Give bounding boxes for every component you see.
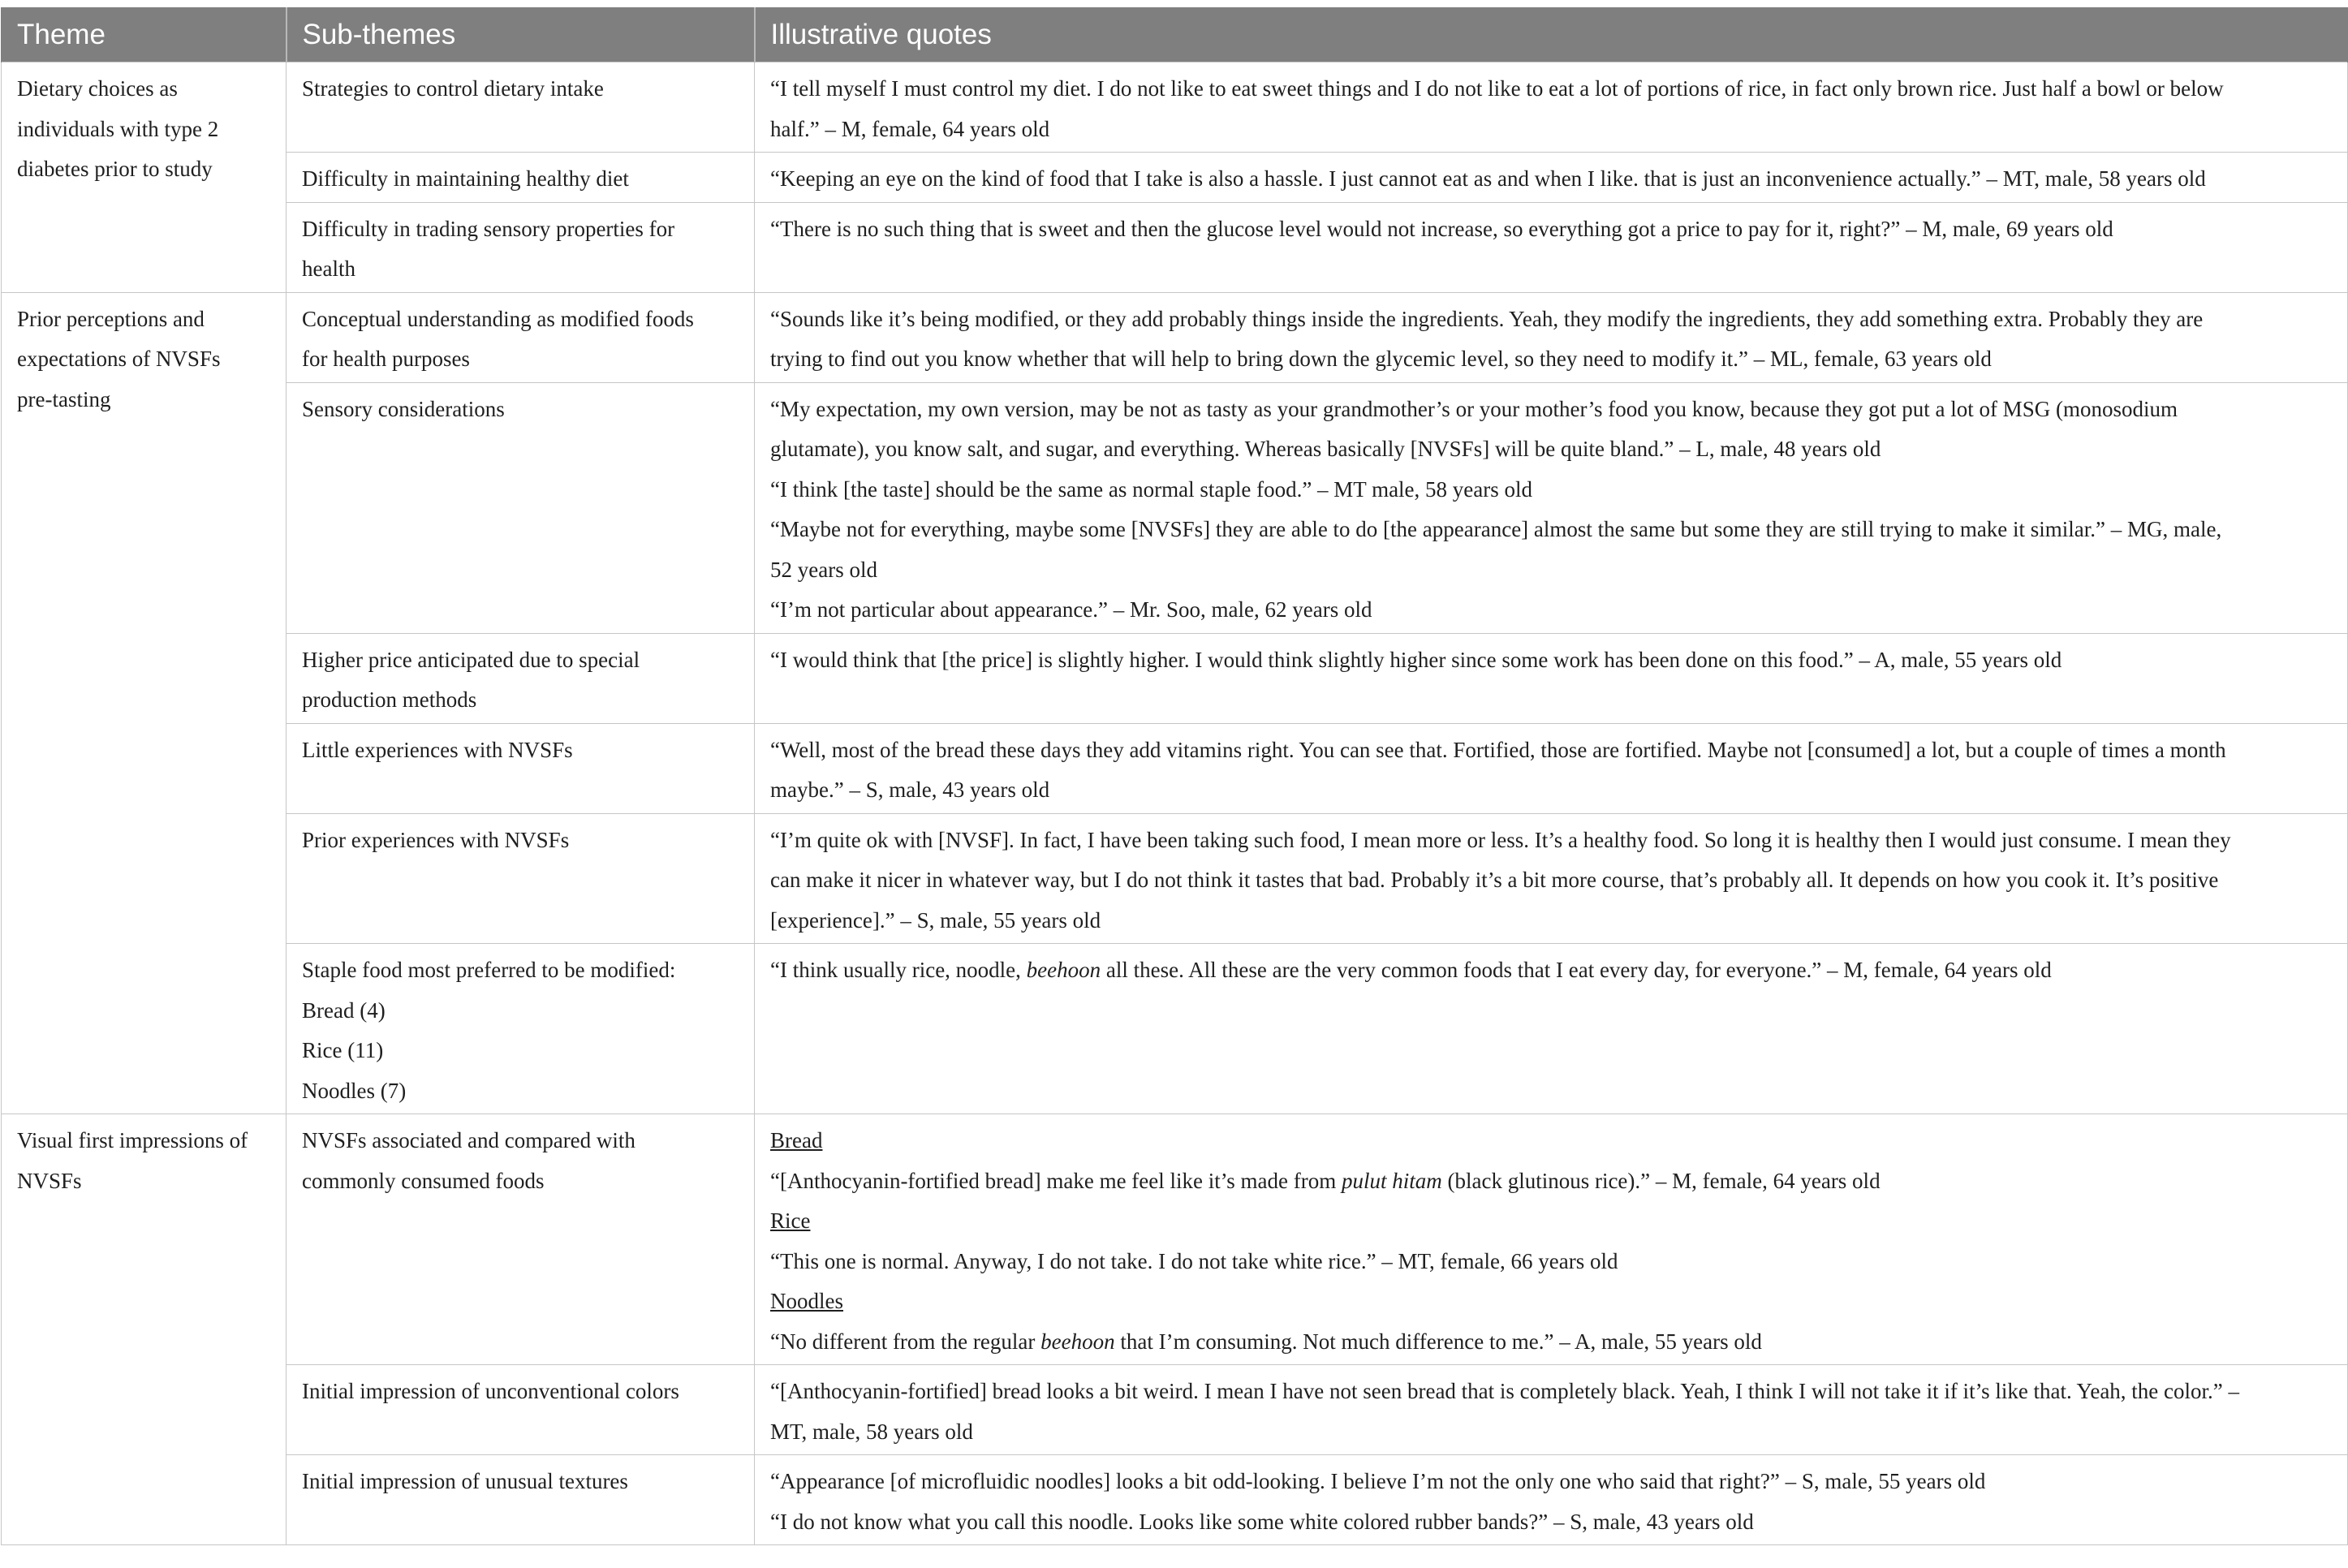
quote-text: all these. All these are the very common foods that I eat every day, for everyone.” – M, female, 64 years old [1101,958,2052,982]
table-row [2,62,2348,153]
column-header-quotes: Illustrative quotes [755,8,2348,62]
quote-line: “I’m quite ok with [NVSF]. In fact, I have been taking such food, I mean more or less. It’s a healthy food. So long it is healthy then I would just consume. I mean they [770,827,2231,852]
quote-text: “I think usually rice, noodle, [770,958,1027,982]
table-row [2,633,2348,723]
quote-text: “[Anthocyanin-fortified bread] make me feel like it’s made from [770,1168,1342,1193]
quote-cell [755,1365,2348,1455]
quote-cell [755,292,2348,382]
subtheme-cell [286,153,755,203]
subtheme-line: commonly consumed foods [302,1168,545,1193]
theme-line: Prior perceptions and [17,306,205,331]
subtheme-cell [286,62,755,153]
subtheme-line: Higher price anticipated due to special [302,647,640,672]
quote-line: 52 years old [770,557,877,582]
subtheme-line: Staple food most preferred to be modified: [302,958,676,982]
quote-cell [755,62,2348,153]
italic-term: beehoon [1026,958,1101,982]
quote-line: can make it nicer in whatever way, but I do not think it tastes that bad. Probably it’s a bit more course, that’s probably all. It depends on how you cook it. It’s positive [770,868,2219,892]
quote-line: “Sounds like it’s being modified, or they add probably things inside the ingredients. Yeah, they modify the ingredients, they add something extra. Probably they are [770,306,2204,331]
table-row [2,1114,2348,1365]
quote-line: “I do not know what you call this noodle. Looks like some white colored rubber bands?” – S, male, 43 years old [770,1509,1754,1534]
subtheme-line: Strategies to control dietary intake [302,76,604,101]
subtheme-line: Sensory considerations [302,396,505,421]
table-row [2,813,2348,944]
subtheme-cell [286,633,755,723]
subtheme-cell [286,202,755,292]
quote-line: “[Anthocyanin-fortified] bread looks a bit weird. I mean I have not seen bread that is completely black. Yeah, I think I will not take it if it’s like that. Yeah, the color.” – [770,1379,2240,1403]
quote-cell [755,723,2348,813]
subtheme-cell [286,944,755,1114]
subtheme-cell [286,1455,755,1545]
subtheme-cell [286,1365,755,1455]
subtheme-line: NVSFs associated and compared with [302,1128,635,1152]
quote-line: “I would think that [the price] is slightly higher. I would think slightly higher since some work has been done on this food.” – A, male, 55 years old [770,647,2062,672]
table-row [2,153,2348,203]
italic-term: beehoon [1040,1329,1115,1354]
theme-line: pre-tasting [17,386,111,411]
subtheme-line: for health purposes [302,347,470,371]
food-category-label: Rice [770,1208,811,1233]
subtheme-line: Little experiences with NVSFs [302,737,573,762]
quote-line: trying to find out you know whether that will help to bring down the glycemic level, so they need to modify it.” – ML, female, 63 years old [770,347,1992,371]
theme-line: individuals with type 2 [17,116,219,141]
quote-cell [755,202,2348,292]
italic-term: pulut hitam [1341,1168,1442,1193]
subtheme-line: Difficulty in trading sensory properties for [302,216,675,241]
subtheme-line: Rice (11) [302,1038,384,1062]
subtheme-line: Conceptual understanding as modified foods [302,306,694,331]
food-category-label: Bread [770,1128,823,1152]
table-row [2,382,2348,633]
quote-line: glutamate), you know salt, and sugar, and everything. Whereas basically [NVSFs] will be quite bland.” – L, male, 48 years old [770,437,1881,461]
header-row [2,8,2348,62]
theme-line: Dietary choices as [17,76,178,101]
theme-line: NVSFs [17,1168,82,1193]
theme-cell [2,1114,286,1545]
quote-text: that I’m consuming. Not much difference to me.” – A, male, 55 years old [1114,1329,1762,1354]
subtheme-line: production methods [302,687,477,712]
quote-line: “My expectation, my own version, may be not as tasty as your grandmother’s or your mother’s food you know, because they got put a lot of MSG (monosodium [770,396,2178,421]
table-row [2,1365,2348,1455]
quote-line: “Keeping an eye on the kind of food that I take is also a hassle. I just cannot eat as and when I like. that is just an inconvenience actually.” – MT, male, 58 years old [770,166,2206,191]
quote-line: “Appearance [of microfluidic noodles] looks a bit odd-looking. I believe I’m not the only one who said that right?” – S, male, 55 years old [770,1469,1986,1493]
column-header-theme: Theme [2,8,286,62]
quote-text: “No different from the regular [770,1329,1041,1354]
quote-cell [755,382,2348,633]
quote-cell [755,1114,2348,1365]
column-header-subthemes: Sub-themes [286,8,755,62]
table-row [2,292,2348,382]
table-row [2,1455,2348,1545]
theme-line: diabetes prior to study [17,157,213,181]
subtheme-cell [286,723,755,813]
subtheme-line: Initial impression of unconventional colors [302,1379,679,1403]
subtheme-line: Noodles (7) [302,1078,407,1103]
subtheme-cell [286,1114,755,1365]
quote-text: (black glutinous rice).” – M, female, 64 years old [1441,1168,1881,1193]
subtheme-line: Bread (4) [302,997,386,1023]
theme-cell [2,62,286,293]
quote-line: “I’m not particular about appearance.” – Mr. Soo, male, 62 years old [770,597,1372,622]
quote-cell [755,153,2348,203]
quote-line: “Well, most of the bread these days they add vitamins right. You can see that. Fortified, those are fortified. Maybe not [consumed] a lot, but a couple of times a month [770,737,2226,762]
quote-cell [755,944,2348,1114]
subtheme-line: Difficulty in maintaining healthy diet [302,166,629,191]
subtheme-line: Initial impression of unusual textures [302,1469,628,1493]
themes-table [1,7,2348,1545]
subtheme-cell [286,292,755,382]
quote-line: maybe.” – S, male, 43 years old [770,778,1050,802]
quote-line [770,950,2334,991]
quote-line: “This one is normal. Anyway, I do not take. I do not take white rice.” – MT, female, 66 years old [770,1248,1618,1273]
quote-line: “I think [the taste] should be the same as normal staple food.” – MT male, 58 years old [770,476,1533,502]
quote-line [770,1322,2334,1363]
theme-line: Visual first impressions of [17,1128,248,1152]
food-category-label: Noodles [770,1289,843,1313]
quote-line: [experience].” – S, male, 55 years old [770,907,1101,933]
quote-line: MT, male, 58 years old [770,1419,973,1444]
subtheme-cell [286,813,755,944]
table-row [2,202,2348,292]
quote-cell [755,1455,2348,1545]
theme-line: expectations of NVSFs [17,347,221,371]
quote-line: “Maybe not for everything, maybe some [NVSFs] they are able to do [the appearance] almost the same but some they are still trying to make it similar.” – MG, male, [770,517,2222,541]
quote-line: “There is no such thing that is sweet and then the glucose level would not increase, so everything got a price to pay for it, right?” – M, male, 69 years old [770,216,2113,241]
quote-cell [755,633,2348,723]
table-row [2,944,2348,1114]
table-row [2,723,2348,813]
subtheme-cell [286,382,755,633]
quote-cell [755,813,2348,944]
subtheme-line: health [302,256,355,281]
quote-line: “I tell myself I must control my diet. I do not like to eat sweet things and I do not like to eat a lot of portions of rice, in fact only brown rice. Just half a bowl or below [770,76,2224,101]
subtheme-line: Prior experiences with NVSFs [302,827,570,852]
quote-line [770,1161,2334,1202]
quote-line: half.” – M, female, 64 years old [770,116,1050,141]
theme-cell [2,292,286,1114]
